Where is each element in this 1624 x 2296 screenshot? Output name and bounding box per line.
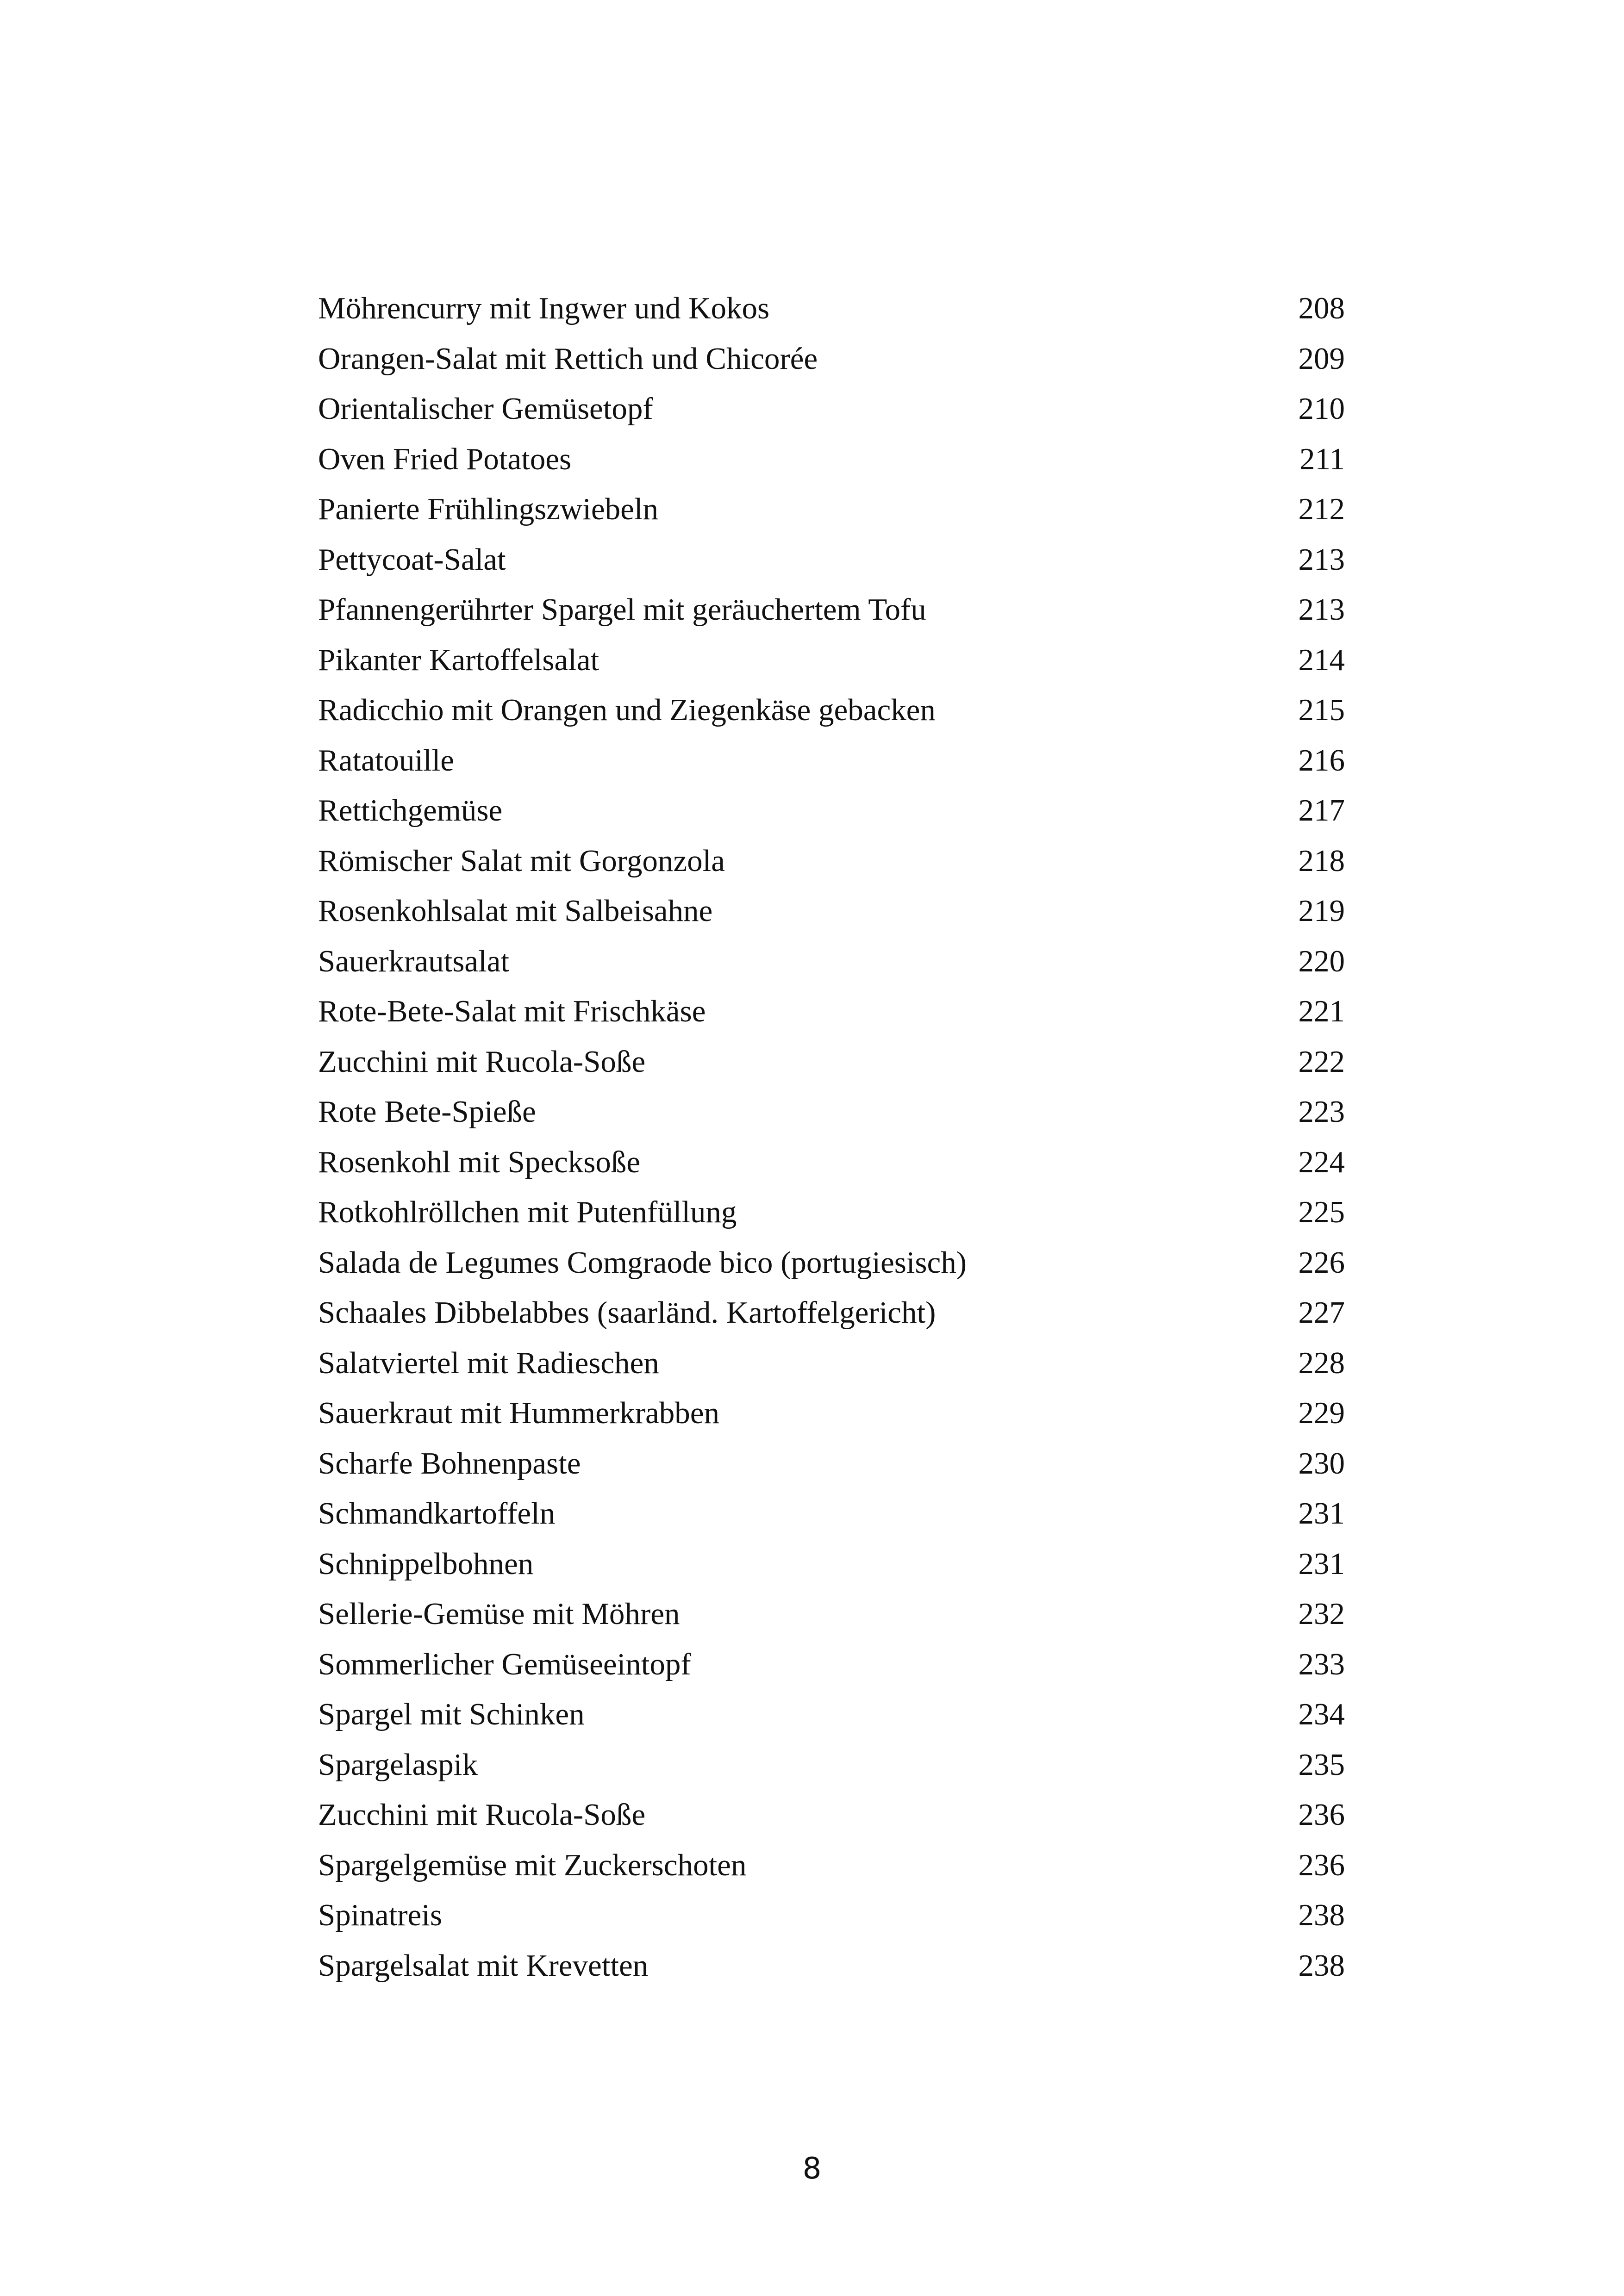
toc-entry-title: Zucchini mit Rucola-Soße	[318, 1044, 646, 1079]
toc-entry	[318, 785, 1345, 836]
toc-entry-page: 229	[1298, 1396, 1345, 1430]
toc-entry-page: 238	[1298, 1898, 1345, 1932]
toc-entry	[318, 986, 1345, 1037]
toc-entry-page: 214	[1298, 642, 1345, 677]
toc-entry	[318, 585, 1345, 635]
toc-entry-title: Pettycoat-Salat	[318, 542, 506, 577]
toc-entry	[318, 1539, 1345, 1589]
toc-entry	[318, 635, 1345, 685]
toc-entry	[318, 283, 1345, 334]
toc-entry	[318, 1941, 1345, 1991]
toc-entry	[318, 384, 1345, 434]
toc-entry-title: Spinatreis	[318, 1898, 442, 1932]
toc-entry	[318, 1639, 1345, 1690]
toc-entry-title: Zucchini mit Rucola-Soße	[318, 1798, 646, 1832]
toc-entry-title: Rote-Bete-Salat mit Frischkäse	[318, 994, 706, 1028]
toc-entry-page: 231	[1298, 1546, 1345, 1581]
toc-entry-page: 224	[1298, 1145, 1345, 1179]
toc-entry-page: 216	[1298, 743, 1345, 778]
toc-entry-title: Pfannengerührter Spargel mit geräuchertem Tofu	[318, 592, 926, 627]
toc-entry-page: 208	[1298, 291, 1345, 325]
toc-entry-title: Rosenkohl mit Specksoße	[318, 1145, 641, 1179]
toc-entry-title: Orangen-Salat mit Rettich und Chicorée	[318, 341, 818, 376]
toc-entry-page: 228	[1298, 1345, 1345, 1380]
toc-entry-page: 212	[1298, 492, 1345, 526]
toc-entry	[318, 1338, 1345, 1388]
toc-entry-page: 221	[1298, 994, 1345, 1028]
toc-entry-title: Sauerkrautsalat	[318, 944, 509, 978]
table-of-contents	[318, 283, 1345, 1991]
toc-entry	[318, 484, 1345, 535]
toc-entry-title: Spargelgemüse mit Zuckerschoten	[318, 1848, 747, 1882]
toc-entry-page: 235	[1298, 1747, 1345, 1782]
toc-entry-page: 213	[1298, 592, 1345, 627]
toc-entry	[318, 334, 1345, 384]
toc-entry-page: 236	[1298, 1798, 1345, 1832]
toc-entry	[318, 886, 1345, 936]
toc-entry-title: Spargelsalat mit Krevetten	[318, 1948, 649, 1983]
toc-entry-title: Rotkohlröllchen mit Putenfüllung	[318, 1195, 737, 1229]
toc-entry-page: 210	[1298, 392, 1345, 426]
toc-entry-page: 215	[1298, 693, 1345, 727]
toc-entry	[318, 1790, 1345, 1840]
toc-entry-title: Orientalischer Gemüsetopf	[318, 392, 653, 426]
toc-entry	[318, 936, 1345, 987]
toc-entry	[318, 1488, 1345, 1539]
toc-entry	[318, 685, 1345, 735]
toc-entry-title: Möhrencurry mit Ingwer und Kokos	[318, 291, 770, 325]
toc-entry-title: Schaales Dibbelabbes (saarländ. Kartoffelgericht)	[318, 1295, 936, 1330]
toc-entry-title: Oven Fried Potatoes	[318, 442, 572, 476]
toc-entry-page: 231	[1298, 1496, 1345, 1531]
toc-entry-page: 236	[1298, 1848, 1345, 1882]
toc-entry-title: Ratatouille	[318, 743, 454, 778]
toc-entry	[318, 1288, 1345, 1338]
toc-entry-title: Salada de Legumes Comgraode bico (portugiesisch)	[318, 1245, 967, 1280]
toc-entry	[318, 1037, 1345, 1087]
toc-entry-page: 222	[1298, 1044, 1345, 1079]
toc-entry	[318, 1187, 1345, 1238]
toc-entry	[318, 1840, 1345, 1891]
toc-entry	[318, 535, 1345, 585]
toc-entry	[318, 1589, 1345, 1639]
toc-entry-title: Radicchio mit Orangen und Ziegenkäse gebacken	[318, 693, 936, 727]
toc-entry-page: 230	[1298, 1446, 1345, 1481]
toc-entry-title: Rote Bete-Spieße	[318, 1095, 536, 1129]
toc-entry-title: Römischer Salat mit Gorgonzola	[318, 843, 725, 878]
toc-entry	[318, 1137, 1345, 1188]
toc-entry	[318, 434, 1345, 485]
toc-entry-page: 219	[1298, 894, 1345, 928]
toc-entry-page: 211	[1299, 442, 1345, 476]
toc-entry-page: 233	[1298, 1647, 1345, 1681]
toc-entry-title: Spargelaspik	[318, 1747, 478, 1782]
toc-entry	[318, 1689, 1345, 1740]
toc-entry-title: Spargel mit Schinken	[318, 1697, 585, 1731]
toc-entry-page: 223	[1298, 1095, 1345, 1129]
toc-entry-title: Pikanter Kartoffelsalat	[318, 642, 600, 677]
toc-entry-title: Salatviertel mit Radieschen	[318, 1345, 659, 1380]
toc-entry-page: 225	[1298, 1195, 1345, 1229]
toc-entry	[318, 1438, 1345, 1489]
toc-entry	[318, 1740, 1345, 1790]
toc-entry-title: Sauerkraut mit Hummerkrabben	[318, 1396, 720, 1430]
page-number: 8	[802, 2152, 822, 2186]
toc-entry-page: 220	[1298, 944, 1345, 978]
toc-entry-page: 218	[1298, 843, 1345, 878]
toc-entry-title: Rettichgemüse	[318, 793, 503, 828]
toc-entry	[318, 1388, 1345, 1438]
toc-entry-title: Panierte Frühlingszwiebeln	[318, 492, 658, 526]
toc-entry-title: Sellerie-Gemüse mit Möhren	[318, 1597, 680, 1631]
toc-entry	[318, 735, 1345, 786]
toc-entry-title: Sommerlicher Gemüseeintopf	[318, 1647, 691, 1681]
toc-entry-page: 226	[1298, 1245, 1345, 1280]
toc-entry-title: Rosenkohlsalat mit Salbeisahne	[318, 894, 713, 928]
toc-entry-title: Scharfe Bohnenpaste	[318, 1446, 581, 1481]
toc-entry	[318, 1890, 1345, 1941]
toc-entry-page: 232	[1298, 1597, 1345, 1631]
toc-entry-page: 209	[1298, 341, 1345, 376]
toc-entry-title: Schnippelbohnen	[318, 1546, 534, 1581]
toc-entry-page: 217	[1298, 793, 1345, 828]
toc-entry-page: 213	[1298, 542, 1345, 577]
toc-entry-page: 234	[1298, 1697, 1345, 1731]
toc-entry	[318, 1238, 1345, 1288]
toc-entry	[318, 1087, 1345, 1137]
toc-entry	[318, 836, 1345, 886]
toc-entry-page: 238	[1298, 1948, 1345, 1983]
toc-entry-title: Schmandkartoffeln	[318, 1496, 556, 1531]
toc-entry-page: 227	[1298, 1295, 1345, 1330]
